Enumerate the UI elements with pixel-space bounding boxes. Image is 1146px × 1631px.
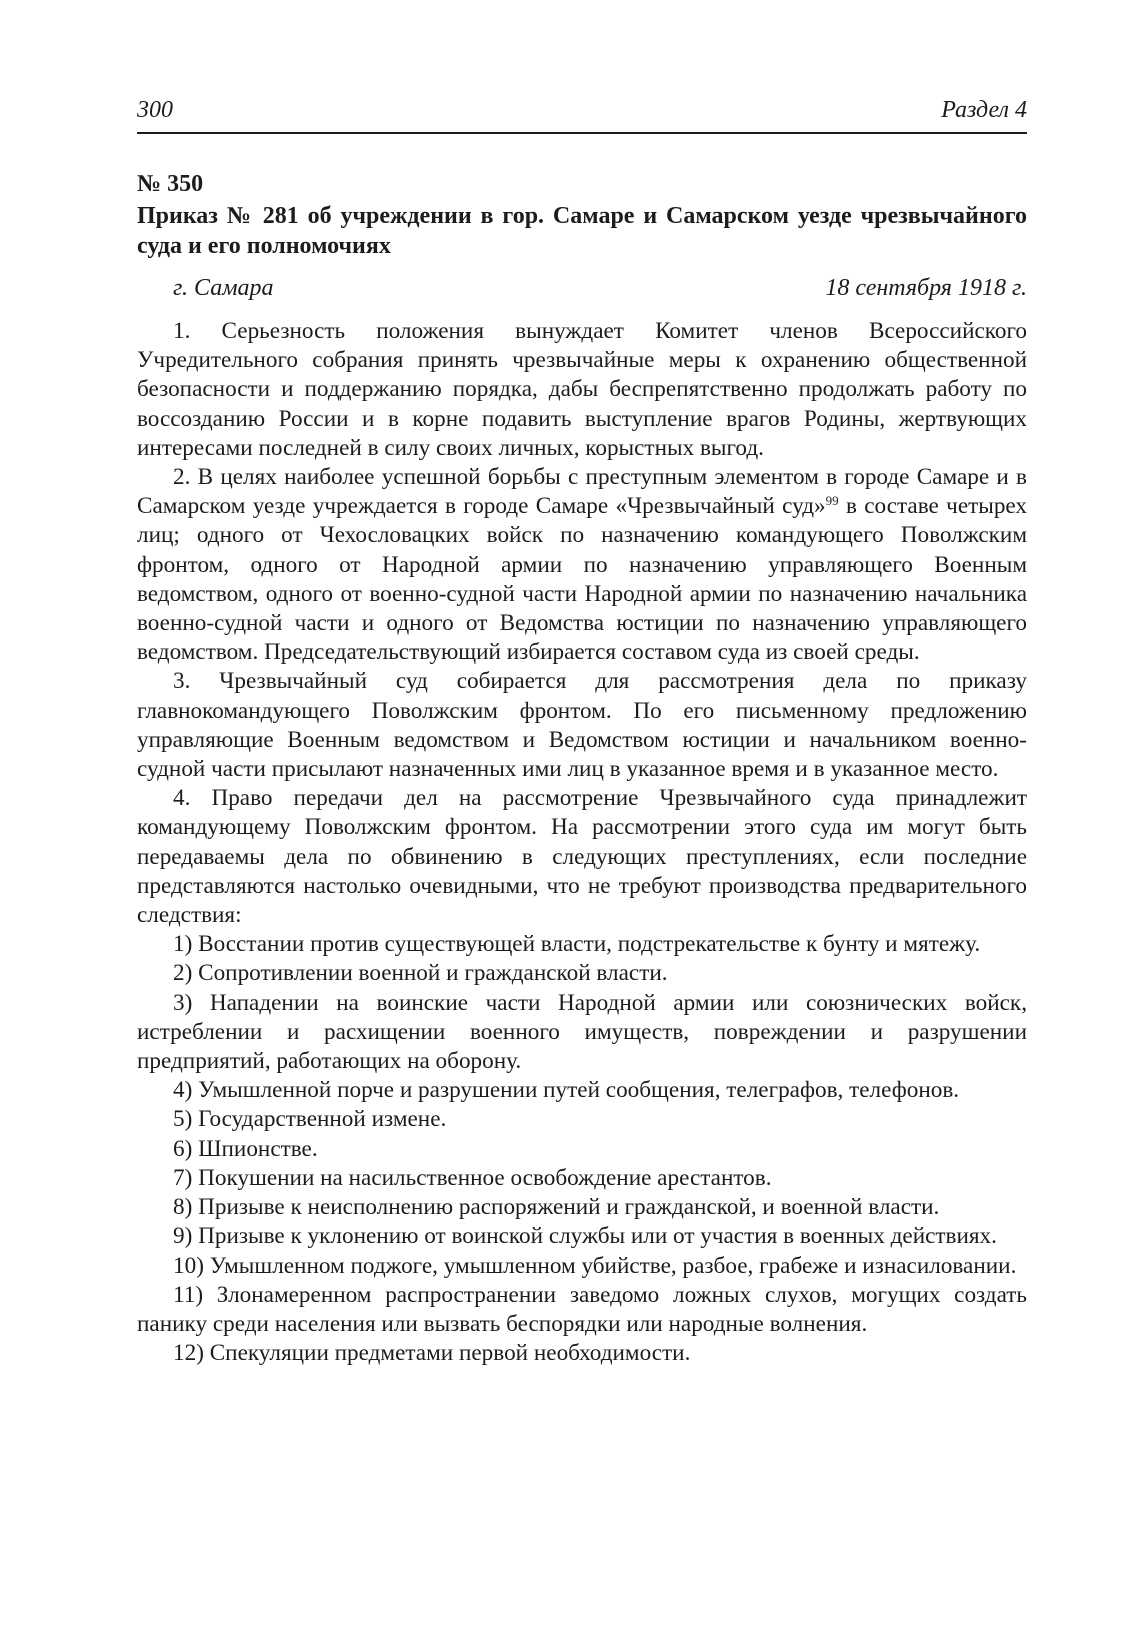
crime-item-2: 2) Сопротивлении военной и гражданской власти.: [173, 960, 668, 987]
crime-item-1: 1) Восстании против существующей власти, подстрекательстве к бунту и мятежу.: [173, 931, 981, 958]
document-place: г. Самара: [173, 275, 274, 301]
crime-item-4: 4) Умышленной порче и разрушении путей сообщения, телеграфов, телефонов.: [173, 1077, 960, 1104]
crime-item-11: 11) Злонамеренном распространении заведомо ложных слухов, могущих создать панику среди населения или вызвать беспорядки или народные волнения.: [137, 1281, 1027, 1337]
paragraph-1: 1. Серьезность положения вынуждает Комитет членов Всероссийского Учредительного собрания принять чрезвычайные меры к охранению общественной безопасности и поддержанию порядка, дабы беспрепятственно продолжать работу по воссозданию России и в корне подавить выступление врагов Родины, жертвующих интересами последней в силу своих личных, корыстных выгод.: [137, 318, 1027, 461]
document-body: [137, 317, 1027, 1368]
paragraph-2: [137, 463, 1027, 667]
paragraph-4: 4. Право передачи дел на рассмотрение Чрезвычайного суда принадлежит командующему Поволжским фронтом. На рассмотрении этого суда им могут быть передаваемы дела по обвинению в следующих преступлениях, если последние представляются настолько очевидными, что не требуют производства предварительного следствия:: [137, 785, 1027, 929]
crime-item-9: 9) Призыве к уклонению от воинской службы или от участия в военных действиях.: [173, 1223, 997, 1250]
document-title: Приказ № 281 об учреждении в гор. Самаре и Самарском уезде чрезвычайного суда и его полномочиях: [137, 203, 1027, 259]
document-number: № 350: [137, 171, 204, 197]
running-header: [137, 92, 1027, 128]
crime-item-5: 5) Государственной измене.: [173, 1106, 447, 1133]
crime-item-6: 6) Шпионстве.: [173, 1135, 318, 1162]
page-number: 300: [137, 97, 173, 123]
crime-item-10: 10) Умышленном поджоге, умышленном убийстве, разбое, грабеже и изнасиловании.: [173, 1252, 1017, 1279]
place-date-line: [137, 272, 1027, 304]
paragraph-2-start: 2. В целях наиболее успешной борьбы с преступным элементом в городе Самаре и в Самарском уезде учреждается в городе Самаре «Чрезвычайный суд»: [137, 464, 1027, 520]
header-rule: [137, 132, 1027, 134]
crime-item-3: 3) Нападении на воинские части Народной армии или союзнических войск, истреблении и расхищении военного имуществ, повреждении и разрушении предприятий, работающих на оборону.: [137, 989, 1027, 1075]
footnote-marker: 99: [825, 493, 839, 509]
section-title: Раздел 4: [941, 97, 1027, 123]
crime-item-7: 7) Покушении на насильственное освобождение арестантов.: [173, 1164, 772, 1191]
paragraph-2-rest: в составе четырех лиц; одного от Чехословацких войск по назначению командующего Поволжским фронтом, одного от Народной армии по назначению управляющего Военным ведомством, одного от военно-судной части Народной армии по назначению начальника военно-судной части и одного от Ведомства юстиции по назначению управляющего ведомством. Председательствующий избирается составом суда из своей среды.: [137, 493, 1027, 666]
crime-item-8: 8) Призыве к неисполнению распоряжений и гражданской, и военной власти.: [173, 1194, 940, 1221]
document-date: 18 сентября 1918 г.: [825, 275, 1027, 301]
crime-item-12: 12) Спекуляции предметами первой необходимости.: [173, 1340, 691, 1367]
paragraph-3: 3. Чрезвычайный суд собирается для рассмотрения дела по приказу главнокомандующего Поволжским фронтом. По его письменному предложению управляющие Военным ведомством и Ведомством юстиции и начальником военно-судной части присылают назначенных ими лиц в указанное время и в указанное место.: [137, 668, 1027, 783]
